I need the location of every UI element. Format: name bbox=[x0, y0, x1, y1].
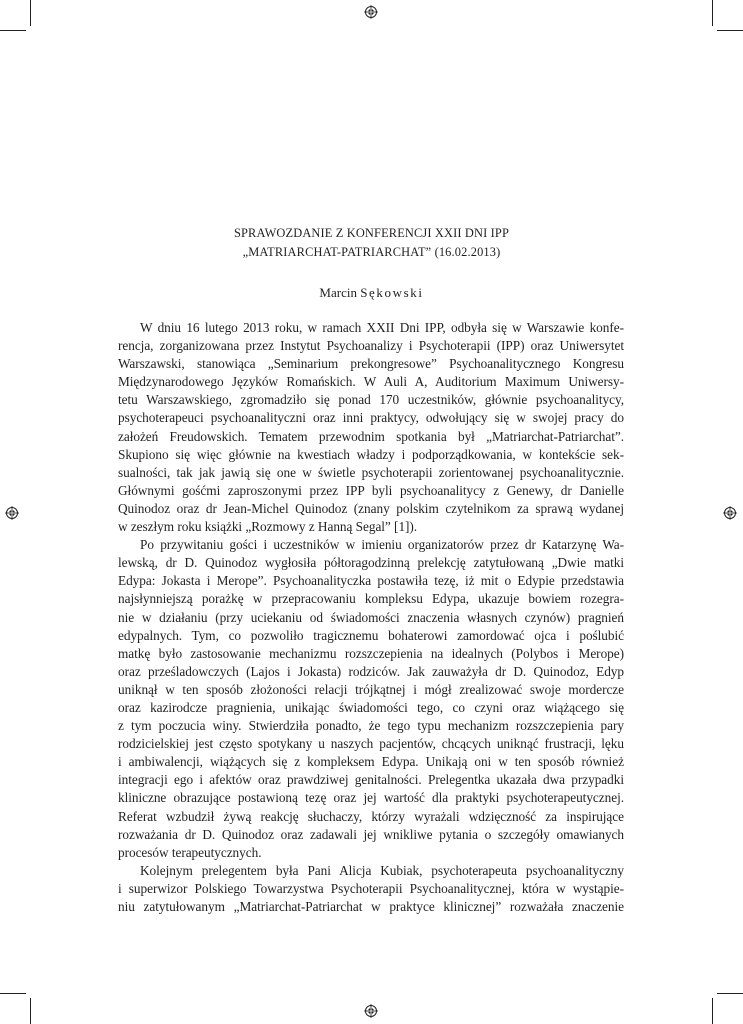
text-line: rodzicielskiej jest często spotykany u naszych pacjentów, chcących uniknąć frustracji, lęku bbox=[118, 736, 624, 752]
crop-mark-top-left bbox=[30, 0, 31, 26]
text-line: Referat wzbudził żywą reakcję słuchaczy, którzy wyrażali wdzięczność za inspirujące bbox=[118, 808, 624, 824]
text-line: nie w działaniu (przy uciekaniu od świadomości znaczenia własnych czynów) pragnień bbox=[118, 609, 624, 625]
crop-mark-top-left-h bbox=[0, 30, 26, 31]
text-line: Warszawski, stanowiąca „Seminarium prekongresowe” Psychoanalitycznego Kongresu bbox=[118, 356, 624, 372]
article-body bbox=[118, 319, 624, 916]
registration-mark-right-icon bbox=[723, 506, 737, 520]
text-line: Kolejnym prelegentem była Pani Alicja Kubiak, psychoterapeuta psychoanalityczny bbox=[140, 862, 624, 878]
text-line: lewską, dr D. Quinodoz wygłosiła półtoragodzinną prelekcję zatytułowaną „Dwie matki bbox=[118, 555, 624, 571]
registration-mark-left-icon bbox=[5, 506, 19, 520]
registration-mark-top-icon bbox=[364, 5, 378, 19]
title-line-1: SPRAWOZDANIE Z KONFERENCJI XXII DNI IPP bbox=[233, 226, 510, 240]
text-line: Quinodoz oraz dr Jean-Michel Quinodoz (znany polskim czytelnikom za sprawą wydanej bbox=[118, 500, 624, 516]
crop-mark-bottom-left bbox=[30, 998, 31, 1024]
text-line: niu zatytułowanym „Matriarchat-Patriarchat w praktyce klinicznej” rozważała znaczenie bbox=[118, 899, 624, 914]
text-line: tetu Warszawskiego, zgromadziło się ponad 170 uczestników, głównie psychoanalitycy, bbox=[118, 392, 624, 408]
text-line: kliniczne obrazujące postawioną tezę oraz jej wartość dla praktyki psychoterapeutycznej. bbox=[118, 790, 624, 806]
title-line-2: „MATRIARCHAT-PATRIARCHAT” (16.02.2013) bbox=[242, 245, 501, 259]
text-line: rozważania dr D. Quinodoz oraz zadawali jej wnikliwe pytania o szczegóły omawianych bbox=[118, 826, 624, 842]
crop-mark-top-right-h bbox=[717, 30, 743, 31]
author-last-name: Sękowski bbox=[360, 285, 424, 300]
paragraph-3 bbox=[118, 862, 624, 916]
document-title bbox=[0, 224, 743, 262]
text-line: edypalnych. Tym, co pozwoliło tragicznemu bohaterowi zamordować ojca i poślubić bbox=[118, 627, 624, 643]
text-line: i superwizor Polskiego Towarzystwa Psychoterapii Psychoanalitycznej, która w wystąpie- bbox=[118, 880, 624, 896]
text-line: psychoterapeuci psychoanalityczni oraz inni praktycy, odwołujący się w swojej pracy do bbox=[118, 410, 624, 426]
crop-mark-bottom-right-h bbox=[717, 993, 743, 994]
text-line: W dniu 16 lutego 2013 roku, w ramach XXII Dni IPP, odbyła się w Warszawie konfe- bbox=[140, 320, 624, 335]
paragraph-2 bbox=[118, 536, 624, 862]
crop-mark-top-right bbox=[712, 0, 713, 26]
author-first-name: Marcin bbox=[319, 285, 357, 300]
text-line: integracji ego i afektów oraz prawdziwej genitalności. Prelegentka ukazała dwa przypadki bbox=[118, 772, 624, 788]
text-line: Głównymi gośćmi zaproszonymi przez IPP byli psychoanalitycy z Genewy, dr Danielle bbox=[118, 482, 624, 498]
text-line: oraz prześladowczych (Lajos i Jokasta) rodziców. Jak zauważyła dr D. Quinodoz, Edyp bbox=[118, 663, 624, 679]
text-line: oraz kazirodcze pragnienia, unikając świadomości tego, co czyni oraz wiążącego się bbox=[118, 699, 624, 715]
text-line: Międzynarodowego Języków Romańskich. W Auli A, Auditorium Maximum Uniwersy- bbox=[118, 374, 624, 390]
text-line: założeń Freudowskich. Tematem przewodnim spotkania był „Matriarchat-Patriarchat”. bbox=[118, 428, 624, 444]
crop-mark-bottom-right bbox=[712, 998, 713, 1024]
crop-mark-bottom-left-h bbox=[0, 993, 26, 994]
text-line: sualności, tak jak jawią się one w świetle psychoterapii zorientowanej psychoanalitycznie. bbox=[118, 464, 624, 480]
text-line: Skupiono się więc głównie na kwestiach władzy i podporządkowania, w kontekście sek- bbox=[118, 446, 624, 462]
text-line: matkę było zastosowanie mechanizmu rozszczepienia na idealnych (Polybos i Merope) bbox=[118, 645, 624, 661]
paragraph-1 bbox=[118, 319, 624, 536]
text-line: i ambiwalencji, wiążących się z kompleksem Edypa. Unikają oni w ten sposób również bbox=[118, 754, 624, 770]
text-line: rencja, zorganizowana przez Instytut Psychoanalizy i Psychoterapii (IPP) oraz Uniwersytet bbox=[118, 338, 624, 354]
text-line: uniknął w ten sposób złożoności relacji trójkątnej i mógł zrealizować swoje mordercze bbox=[118, 681, 624, 697]
text-line: najsłynniejszą porażkę w przepracowaniu kompleksu Edypa, ukazuje bowiem rozegra- bbox=[118, 591, 624, 607]
text-line: w zeszłym roku książki „Rozmowy z Hanną Segal” [1]). bbox=[118, 519, 418, 535]
text-line: z tym poczucia winy. Stwierdziła ponadto, że tego typu mechanizm rozszczepienia pary bbox=[118, 718, 624, 734]
text-line: Edypa: Jokasta i Merope”. Psychoanalityczka postawiła tezę, iż mit o Edypie przedstawia bbox=[118, 573, 624, 589]
registration-mark-bottom-icon bbox=[364, 1004, 378, 1018]
author bbox=[0, 284, 743, 302]
text-line: Po przywitaniu gości i uczestników w imieniu organizatorów przez dr Katarzynę Wa- bbox=[140, 537, 624, 553]
text-line: procesów terapeutycznych. bbox=[118, 844, 262, 860]
